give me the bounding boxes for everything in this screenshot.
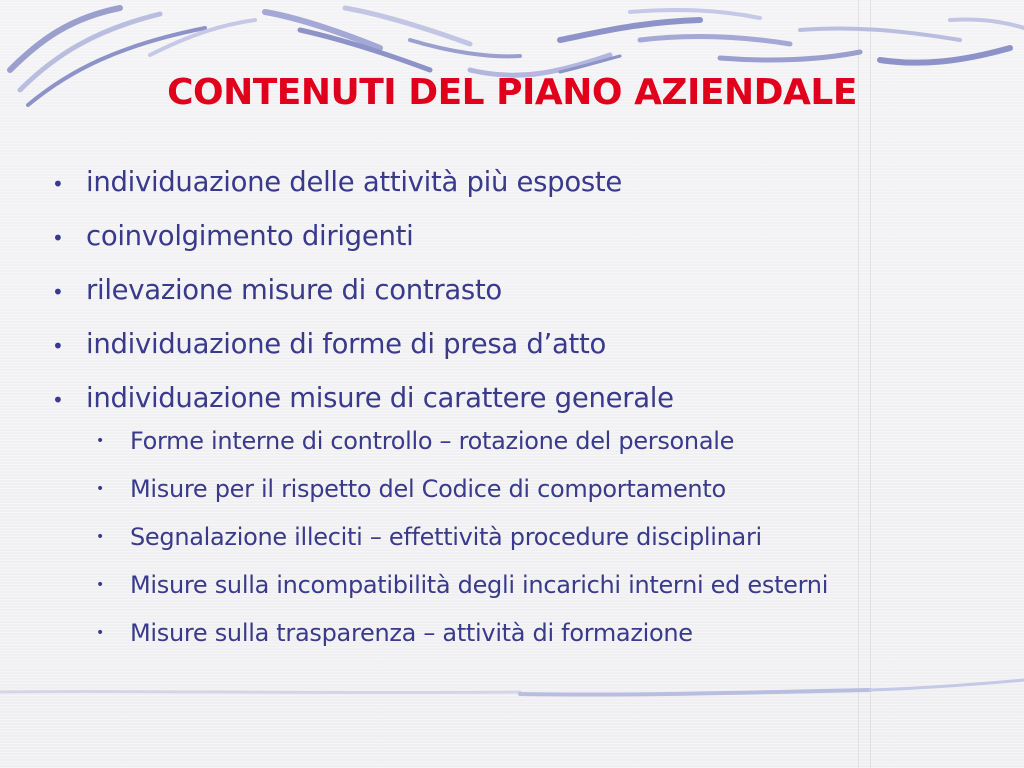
list-item — [48, 272, 978, 308]
sub-list-item-text: Misure sulla trasparenza – attività di formazione — [130, 619, 693, 647]
list-item — [48, 380, 978, 416]
bullet-icon: • — [96, 433, 104, 449]
bullet-icon: • — [52, 226, 64, 250]
sub-list-item — [92, 570, 978, 600]
list-item — [48, 164, 978, 200]
list-item — [48, 326, 978, 362]
list-item-text: individuazione delle attività più esposte — [86, 166, 622, 198]
sub-list-item — [92, 618, 978, 648]
sub-list-item-text: Segnalazione illeciti – effettività procedure disciplinari — [130, 523, 762, 551]
sub-list-item — [92, 426, 978, 456]
bullet-icon: • — [96, 625, 104, 641]
sub-list-item-text: Misure per il rispetto del Codice di comportamento — [130, 475, 726, 503]
sub-list-item-text: Misure sulla incompatibilità degli incarichi interni ed esterni — [130, 571, 829, 599]
sub-list-item-text: Forme interne di controllo – rotazione del personale — [130, 427, 735, 455]
bullet-icon: • — [52, 280, 64, 304]
sub-list-item — [92, 474, 978, 504]
bullet-icon: • — [52, 172, 64, 196]
bullet-icon: • — [96, 529, 104, 545]
bullet-list — [48, 164, 978, 666]
list-item — [48, 218, 978, 254]
bullet-icon: • — [96, 481, 104, 497]
list-item-text: rilevazione misure di contrasto — [86, 274, 502, 306]
bullet-icon: • — [52, 388, 64, 412]
slide-title: CONTENUTI DEL PIANO AZIENDALE — [167, 72, 857, 113]
bullet-icon: • — [52, 334, 64, 358]
bullet-icon: • — [96, 577, 104, 593]
list-item-text: individuazione di forme di presa d’atto — [86, 328, 606, 360]
list-item-text: individuazione misure di carattere generale — [86, 382, 674, 414]
list-item-text: coinvolgimento dirigenti — [86, 220, 414, 252]
sub-list-item — [92, 522, 978, 552]
